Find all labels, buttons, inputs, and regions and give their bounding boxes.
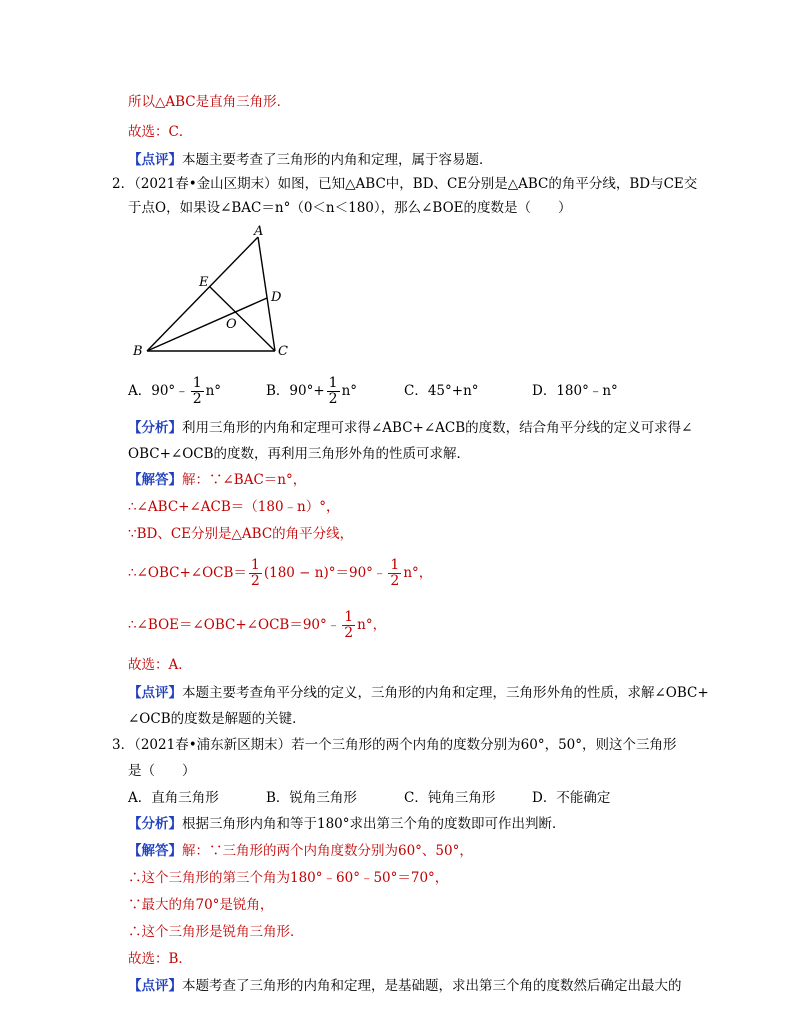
- question-number: 3．: [112, 737, 135, 753]
- q3-options: [128, 788, 610, 808]
- label-c: C: [278, 344, 288, 359]
- comment-text: 本题主要考查了三角形的内角和定理，属于容易题．: [182, 152, 493, 168]
- q1-comment: [128, 150, 493, 170]
- label-b: B: [133, 344, 143, 359]
- question-number: 2．: [112, 176, 135, 192]
- q3-answer-line1: 【解答】解：∵三角形的两个内角度数分别为60°、50°，: [128, 843, 473, 859]
- option-c[interactable]: C．45°+n°: [404, 383, 479, 399]
- q2-choice: 故选：A．: [128, 657, 192, 673]
- q2-stem-line1: 2．（2021春•金山区期末）如图，已知△ABC中，BD、CE分别是△ABC的角平分线，BD与CE交: [112, 176, 698, 192]
- q3-answer-line3: ∵最大的角70°是锐角，: [128, 897, 274, 913]
- q2-stem-line2: 于点O，如果设∠BAC＝n°（0＜n＜180），那么∠BOE的度数是（ ）: [128, 200, 572, 216]
- label-d: D: [271, 290, 282, 305]
- side-ab: [147, 237, 258, 351]
- triangle-figure: [125, 224, 300, 364]
- analysis-tag: 【分析】: [128, 420, 182, 436]
- q2-answer-line3: ∵BD、CE分别是△ABC的角平分线，: [128, 526, 354, 542]
- option-c[interactable]: C．钝角三角形: [404, 790, 496, 806]
- option-d[interactable]: D．180°﹣n°: [532, 383, 618, 399]
- q2-answer-line4: ∴∠OBC+∠OCB＝ $\frac{1}{2}$ (180 − n)°＝90°﹣ $\frac{1}{2}$ n°，: [128, 557, 433, 589]
- q2-answer-line1: 【解答】解：∵∠BAC＝n°，: [128, 472, 307, 488]
- comment-tag: 【点评】: [128, 978, 182, 994]
- answer-tag: 【解答】: [128, 843, 182, 859]
- option-a[interactable]: A．90°﹣ $\frac{1}{2}$ n°: [128, 375, 222, 407]
- q2-answer-line2: ∴∠ABC+∠ACB＝（180﹣n）°，: [128, 499, 340, 515]
- q3-stem-line2: 是（ ）: [128, 763, 196, 779]
- comment-tag: 【点评】: [128, 685, 182, 701]
- q3-stem-line1: 3．（2021春•浦东新区期末）若一个三角形的两个内角的度数分别为60°，50°，则这个三角形: [112, 737, 677, 753]
- option-a[interactable]: A．直角三角形: [128, 790, 219, 806]
- q2-comment-line1: 【点评】本题主要考查角平分线的定义，三角形的内角和定理，三角形外角的性质，求解∠OBC+: [128, 685, 709, 701]
- q3-comment: 【点评】本题考查了三角形的内角和定理，是基础题，求出第三个角的度数然后确定出最大的: [128, 978, 682, 994]
- q2-options: [128, 370, 618, 412]
- q1-conclusion: 所以△ABC是直角三角形．: [128, 94, 291, 110]
- q2-analysis-line1: 【分析】利用三角形的内角和定理可求得∠ABC+∠ACB的度数，结合角平分线的定义可求得∠: [128, 420, 693, 436]
- q3-analysis: 【分析】根据三角形内角和等于180°求出第三个角的度数即可作出判断．: [128, 816, 566, 832]
- label-e: E: [199, 275, 209, 290]
- q2-analysis-line2: OBC+∠OCB的度数，再利用三角形外角的性质可求解．: [128, 446, 471, 462]
- q2-comment-line2: ∠OCB的度数是解题的关键．: [128, 711, 306, 727]
- comment-tag: 【点评】: [128, 152, 182, 168]
- q2-answer-line5: ∴∠BOE＝∠OBC+∠OCB＝90°﹣ $\frac{1}{2}$ n°，: [128, 609, 387, 641]
- option-d[interactable]: D．不能确定: [532, 790, 611, 806]
- answer-tag: 【解答】: [128, 472, 182, 488]
- option-b[interactable]: B．锐角三角形: [266, 790, 357, 806]
- option-b[interactable]: B．90°+ $\frac{1}{2}$ n°: [266, 375, 358, 407]
- label-a: A: [254, 224, 264, 239]
- analysis-tag: 【分析】: [128, 816, 182, 832]
- q3-choice: 故选：B．: [128, 951, 192, 967]
- q3-answer-line2: ∴这个三角形的第三个角为180°﹣60°﹣50°＝70°，: [128, 870, 449, 886]
- label-o: O: [226, 317, 237, 332]
- q3-answer-line4: ∴这个三角形是锐角三角形．: [128, 924, 304, 940]
- q1-choice: 故选：C．: [128, 124, 193, 140]
